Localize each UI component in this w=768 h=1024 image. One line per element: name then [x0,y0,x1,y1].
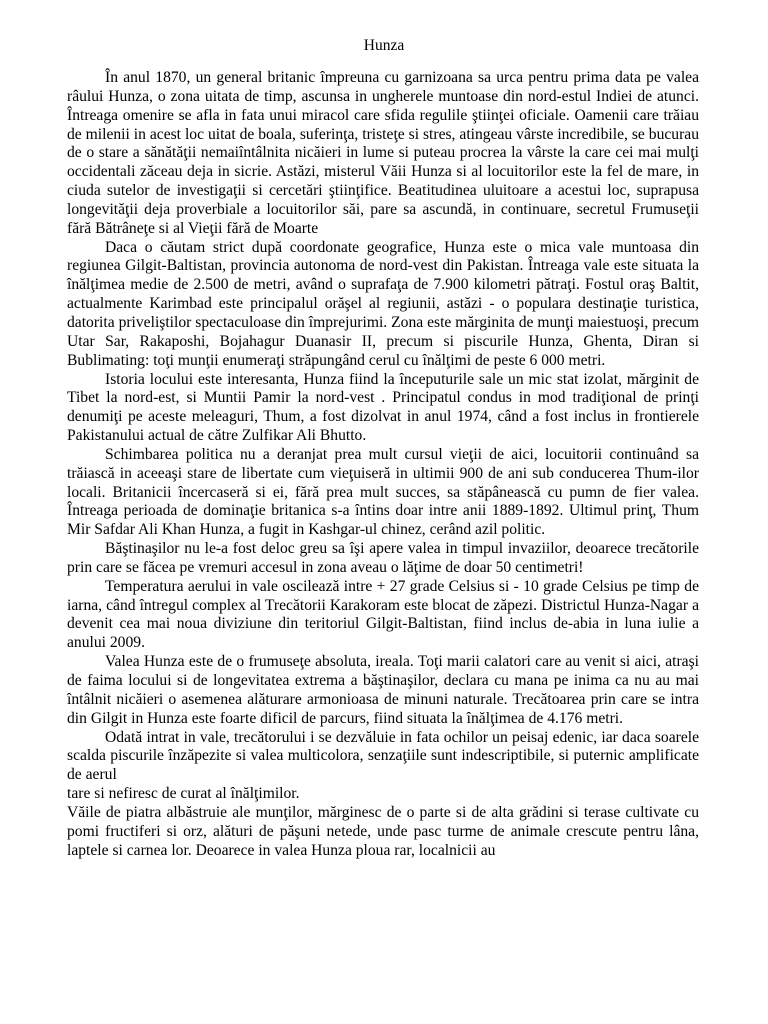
paragraph-intro: În anul 1870, un general britanic împreuna cu garnizoana sa urca pentru prima data pe valea râului Hunza, o zona uitata de timp, ascunsa in ungherele muntoase din nord-estul Indiei de atunci. Întreaga omenire se afla in fata unui miracol care sfida regulile ştiinţei oficiale. Oamenii care trăiau de milenii in acest loc uitat de boala, suferinţa, tristeţe si stres, atingeau vârste incredibile, se bucurau de o stare a sănătăţii nemaiîntâlnita nicăieri in lume si puteau procrea la vârste la care cei mai mulţi occidentali zăceau deja in sicrie. Astăzi, misterul Văii Hunza si al locuitorilor este la fel de mare, in ciuda sutelor de investigaţii si cercetări ştiinţifice. Beatitudinea uluitoare a acestui loc, suprapusa longevităţii deja proverbiale a locuitorilor săi, pare sa ascundă, in continuare, secretul Frumuseţii fără Bătrâneţe si al Vieţii fără de Moarte [67,69,699,237]
paragraph-politics: Schimbarea politica nu a deranjat prea mult cursul vieţii de aici, locuitorii continuând sa trăiască in aceeaşi stare de libertate cum vieţuiseră in ultimii 900 de ani sub conducerea Thum-ilor locali. Britanicii încercaseră si ei, fără prea mult succes, sa stăpânească cu pumn de fier valea. Întreaga perioada de dominaţie britanica s-a întins doar intre anii 1889-1892. Ultimul prinţ, Thum Mir Safdar Ali Khan Hunza, a fugit in Kashgar-ul chinez, cerând azil politic. [67,445,699,539]
document-title: Hunza [363,37,405,54]
paragraph-valleys: Văile de piatra albăstruie ale munţilor, mărginesc de o parte si de alta grădini si terase cultivate cu pomi fructiferi si orz, alături de păşuni netede, unde pasc turme de animale crescute pentru lâna, laptele si carnea lor. Deoarece in valea Hunza ploua rar, localnicii au [67,803,699,859]
document-body [67,69,699,860]
paragraph-geography: Daca o căutam strict după coordonate geografice, Hunza este o mica vale muntoasa din regiunea Gilgit-Baltistan, provincia autonoma de nord-vest din Pakistan. Întreaga vale este situata la înălţimea medie de 2.500 de metri, având o suprafaţa de 7.900 kilometri pătraţi. Fostul oraş Baltit, actualmente Karimbad este principalul orăşel al regiunii, astăzi - o populara destinaţie turistica, datorita priveliştilor spectaculoase din împrejurimi. Zona este mărginita de munţi maiestuoşi, precum Utar Sar, Rakaposhi, Bojahagur Duanasir II, precum si piscurile Hunza, Ghenta, Diran si Bublimating: toţi munţii enumeraţi străpungând cerul cu înălţimi de peste 6 000 metri. [67,238,699,369]
paragraph-beauty: Valea Hunza este de o frumuseţe absoluta, ireala. Toţi marii calatori care au venit si aici, atraşi de faima locului si de longevitatea extrema a băştinaşilor, declara cu mana pe inima ca nu au mai întâlnit nicăieri o asemenea alăturare armonioasa de minuni naturale. Trecătoarea prin care se intra din Gilgit in Hunza este foarte dificil de parcurs, fiind situata la înălţimea de 4.176 metri. [67,653,699,727]
paragraph-climate: Temperatura aerului in vale oscilează intre + 27 grade Celsius si - 10 grade Celsius pe timp de iarna, când întregul complex al Trecătorii Karakoram este blocat de zăpezi. Districtul Hunza-Nagar a devenit cea mai noua diviziune din teritoriul Gilgit-Baltistan, fiind inclus de-abia in luna iulie a anului 2009. [67,577,699,652]
paragraph-history: Istoria locului este interesanta, Hunza fiind la începuturile sale un mic stat izolat, mărginit de Tibet la nord-est, si Muntii Pamir la nord-vest . Principatul condus in mod tradiţional de prinţi denumiţi pe aceste meleaguri, Thum, a fost dizolvat in anul 1974, când a fost inclus in frontierele Pakistanului actual de către Zulfikar Ali Bhutto. [67,370,699,445]
paragraph-air: tare si nefiresc de curat al înălţimilor. [67,785,300,803]
paragraph-arrival: Odată intrat in vale, trecătorului i se dezvăluie in fata ochilor un peisaj edenic, iar daca soarele scalda piscurile înzăpezite si valea multicolora, senzaţiile sunt indescriptibile, si puternic amplificate de aerul [67,728,699,784]
paragraph-invasions: Băştinaşilor nu le-a fost deloc greu sa îşi apere valea in timpul invaziilor, deoarece trecătorile prin care se făcea pe vremuri accesul in zona aveau o lăţime de doar 50 centimetri! [67,540,699,576]
